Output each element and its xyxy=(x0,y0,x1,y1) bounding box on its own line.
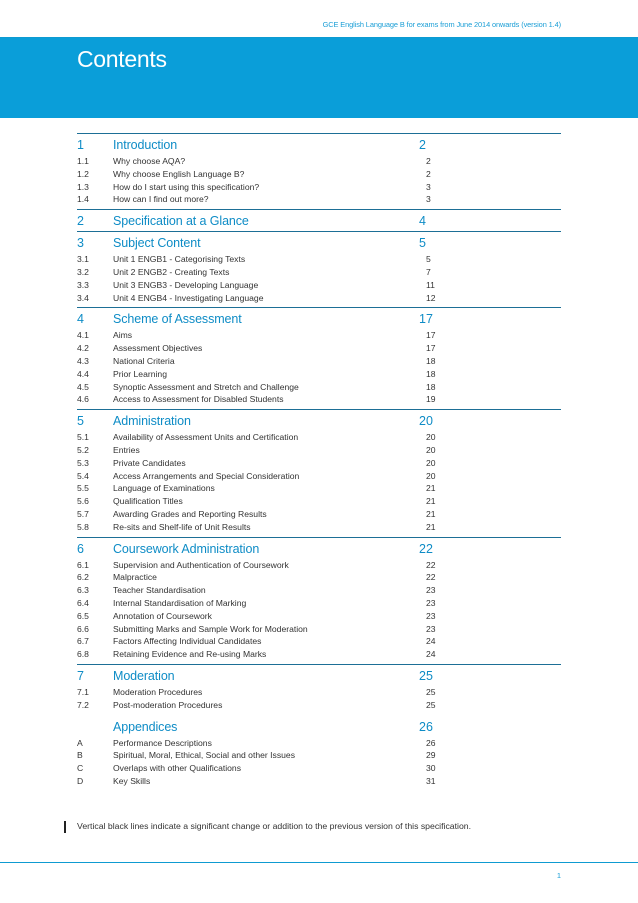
toc-entry-number: 3.2 xyxy=(77,266,89,277)
toc-section-heading[interactable] xyxy=(77,209,561,230)
toc-entry-page: 20 xyxy=(426,470,436,481)
toc-entry-page: 12 xyxy=(426,292,436,303)
toc-entry-title: Moderation Procedures xyxy=(113,686,203,697)
contents-banner xyxy=(0,38,638,118)
toc-entry[interactable] xyxy=(77,521,561,534)
toc-entry-title: Unit 2 ENGB2 - Creating Texts xyxy=(113,266,230,277)
toc-entry-number: 6.3 xyxy=(77,585,89,596)
toc-section-page: 25 xyxy=(419,668,433,683)
toc-entry-number: A xyxy=(77,737,83,748)
toc-entry-page: 20 xyxy=(426,432,436,443)
toc-entry-title: Unit 4 ENGB4 - Investigating Language xyxy=(113,292,264,303)
toc-entry-number: 3.4 xyxy=(77,292,89,303)
toc-section-heading[interactable] xyxy=(77,307,561,328)
toc-entry-number: 7.2 xyxy=(77,699,89,710)
toc-entry[interactable] xyxy=(77,749,561,762)
toc-entry[interactable] xyxy=(77,342,561,355)
toc-entry-number: 4.4 xyxy=(77,368,89,379)
toc-entry[interactable] xyxy=(77,762,561,775)
toc-entry-title: Synoptic Assessment and Stretch and Challenge xyxy=(113,381,299,392)
toc-entry-number: 4.1 xyxy=(77,330,89,341)
toc-entry-number: 5.5 xyxy=(77,483,89,494)
toc-entry[interactable] xyxy=(77,292,561,305)
toc-entry-title: Supervision and Authentication of Coursework xyxy=(113,559,289,570)
toc-entry[interactable] xyxy=(77,193,561,206)
toc-entry-page: 11 xyxy=(426,279,435,290)
toc-entry-number: 6.1 xyxy=(77,559,89,570)
toc-entry[interactable] xyxy=(77,559,561,572)
toc-entry-title: Access Arrangements and Special Consideration xyxy=(113,470,300,481)
toc-entry-title: Language of Examinations xyxy=(113,483,215,494)
toc-entry-page: 18 xyxy=(426,368,436,379)
toc-entry[interactable] xyxy=(77,508,561,521)
toc-entry-page: 19 xyxy=(426,394,436,405)
toc-section xyxy=(77,209,561,231)
toc-entry-page: 5 xyxy=(426,254,431,265)
toc-section xyxy=(77,537,561,664)
toc-entry-page: 23 xyxy=(426,585,436,596)
toc-entry-page: 22 xyxy=(426,559,436,570)
toc-entry[interactable] xyxy=(77,329,561,342)
toc-entry-page: 17 xyxy=(426,330,436,341)
toc-entry-title: Annotation of Coursework xyxy=(113,610,212,621)
toc-entry[interactable] xyxy=(77,457,561,470)
toc-entry[interactable] xyxy=(77,155,561,168)
toc-entry[interactable] xyxy=(77,635,561,648)
toc-entry-page: 24 xyxy=(426,636,436,647)
toc-section xyxy=(77,664,561,715)
toc-entry-page: 29 xyxy=(426,750,436,761)
toc-entry-page: 31 xyxy=(426,775,436,786)
toc-entry-page: 3 xyxy=(426,181,431,192)
toc-entry[interactable] xyxy=(77,266,561,279)
toc-entry-page: 23 xyxy=(426,623,436,634)
toc-entry-page: 21 xyxy=(426,483,436,494)
toc-entry-number: 1.2 xyxy=(77,168,89,179)
toc-section-number: 1 xyxy=(77,138,84,152)
toc-entry[interactable] xyxy=(77,168,561,181)
toc-section-title: Coursework Administration xyxy=(113,541,260,556)
toc-section-heading[interactable] xyxy=(77,715,561,736)
change-note: Vertical black lines indicate a significant change or addition to the previous version of this specification. xyxy=(77,821,472,831)
toc-entry-page: 22 xyxy=(426,572,436,583)
toc-entry-number: 6.8 xyxy=(77,649,89,660)
toc-entry-number: 3.1 xyxy=(77,254,89,265)
toc-section-title: Introduction xyxy=(113,138,178,152)
toc-section-heading[interactable] xyxy=(77,664,561,685)
toc-section-number: 6 xyxy=(77,541,84,556)
toc-entry-title: National Criteria xyxy=(113,355,175,366)
toc-section-title: Scheme of Assessment xyxy=(113,312,242,327)
toc-entry[interactable] xyxy=(77,444,561,457)
toc-section-number: 2 xyxy=(77,214,84,229)
toc-entry-page: 23 xyxy=(426,610,436,621)
toc-entry-page: 18 xyxy=(426,355,436,366)
toc-section-page: 17 xyxy=(419,312,433,327)
toc-entry-title: Awarding Grades and Reporting Results xyxy=(113,508,267,519)
toc-entry-number: 3.3 xyxy=(77,279,89,290)
toc-entry-title: Re-sits and Shelf-life of Unit Results xyxy=(113,521,251,532)
toc-section-title: Subject Content xyxy=(113,236,201,251)
toc-entry-title: Unit 3 ENGB3 - Developing Language xyxy=(113,279,259,290)
toc-entry-number: B xyxy=(77,750,83,761)
toc-entry[interactable] xyxy=(77,737,561,750)
toc-entry-number: 7.1 xyxy=(77,686,89,697)
toc-entry-number: 4.5 xyxy=(77,381,89,392)
toc-entry-number: 6.5 xyxy=(77,610,89,621)
toc-entry-page: 25 xyxy=(426,699,436,710)
toc-entry-title: Why choose AQA? xyxy=(113,156,186,166)
toc-entry[interactable] xyxy=(77,381,561,394)
toc-entry-number: 4.3 xyxy=(77,355,89,366)
toc-entry-title: Performance Descriptions xyxy=(113,737,212,748)
toc-section xyxy=(77,715,561,791)
toc-section-number: 3 xyxy=(77,236,84,251)
toc-entry-number: 6.4 xyxy=(77,597,89,608)
toc-entry-page: 3 xyxy=(426,194,431,205)
toc-entry-title: Malpractice xyxy=(113,572,157,583)
toc-entry-number: C xyxy=(77,763,84,774)
page-number: 1 xyxy=(556,871,561,880)
toc-section-heading[interactable] xyxy=(77,231,561,252)
toc-entry-number: 5.8 xyxy=(77,521,89,532)
toc-entry-page: 30 xyxy=(426,763,436,774)
toc-entry-page: 17 xyxy=(426,343,436,354)
toc-entry-number: 5.6 xyxy=(77,496,89,507)
toc-section-page: 4 xyxy=(419,214,426,229)
toc-section-title: Moderation xyxy=(113,668,175,683)
toc-section-heading[interactable] xyxy=(77,537,561,558)
toc-section-heading[interactable] xyxy=(77,133,561,154)
toc-section-title: Administration xyxy=(113,414,191,429)
toc-entry-page: 21 xyxy=(426,508,436,519)
toc-entry-page: 24 xyxy=(426,649,436,660)
toc-entry-title: How do I start using this specification? xyxy=(113,181,260,192)
toc-entry-number: 5.7 xyxy=(77,508,89,519)
toc-entry-number: D xyxy=(77,775,84,786)
toc-entry[interactable] xyxy=(77,355,561,368)
toc-entry[interactable] xyxy=(77,597,561,610)
toc-entry[interactable] xyxy=(77,431,561,444)
toc-entry[interactable] xyxy=(77,470,561,483)
toc-entry-title: Assessment Objectives xyxy=(113,343,203,354)
toc-entry-title: Factors Affecting Individual Candidates xyxy=(113,636,262,647)
toc-entry-title: Availability of Assessment Units and Certification xyxy=(113,432,299,443)
toc-section xyxy=(77,409,561,536)
toc-entry-page: 7 xyxy=(426,266,431,277)
toc-entry-title: Why choose English Language B? xyxy=(113,168,245,179)
toc-entry[interactable] xyxy=(77,279,561,292)
toc-section xyxy=(77,231,561,307)
toc-entry[interactable] xyxy=(77,623,561,636)
toc-entry-title: Retaining Evidence and Re-using Marks xyxy=(113,649,267,660)
toc-entry[interactable] xyxy=(77,584,561,597)
toc-entry[interactable] xyxy=(77,686,561,699)
toc-section-number: 4 xyxy=(77,312,84,327)
toc-entry-number: 4.2 xyxy=(77,343,89,354)
toc-entry-page: 2 xyxy=(426,156,431,166)
toc-section-page: 26 xyxy=(419,719,433,734)
toc-entry-title: Entries xyxy=(113,444,140,455)
toc-entry[interactable] xyxy=(77,393,561,406)
toc-entry-title: Overlaps with other Qualifications xyxy=(113,763,242,774)
toc-entry[interactable] xyxy=(77,775,561,788)
toc-section-title: Appendices xyxy=(113,719,178,734)
toc-entry-page: 26 xyxy=(426,737,436,748)
toc-entry[interactable] xyxy=(77,699,561,712)
toc-entry-number: 1.1 xyxy=(77,156,89,166)
toc-entry-title: Unit 1 ENGB1 - Categorising Texts xyxy=(113,254,246,265)
toc-entry-number: 5.4 xyxy=(77,470,89,481)
toc-entry-title: Private Candidates xyxy=(113,457,186,468)
toc-entry-title: Submitting Marks and Sample Work for Moderation xyxy=(113,623,308,634)
toc-section-page: 2 xyxy=(419,138,426,152)
toc-entry-page: 21 xyxy=(426,521,436,532)
toc-entry-title: Aims xyxy=(113,330,133,341)
toc-entry-number: 4.6 xyxy=(77,394,89,405)
table-of-contents xyxy=(77,133,561,791)
toc-entry[interactable] xyxy=(77,482,561,495)
toc-entry-page: 25 xyxy=(426,686,436,697)
toc-entry-page: 18 xyxy=(426,381,436,392)
toc-entry-title: Qualification Titles xyxy=(113,496,183,507)
toc-section-page: 5 xyxy=(419,236,426,251)
toc-entry-number: 1.4 xyxy=(77,194,89,205)
footer-rule xyxy=(0,862,638,863)
toc-entry-number: 6.6 xyxy=(77,623,89,634)
toc-entry-title: Prior Learning xyxy=(113,368,167,379)
toc-section-title: Specification at a Glance xyxy=(113,214,249,229)
toc-section xyxy=(77,307,561,409)
toc-entry[interactable] xyxy=(77,181,561,194)
toc-section-heading[interactable] xyxy=(77,409,561,430)
toc-entry[interactable] xyxy=(77,571,561,584)
toc-entry-number: 5.2 xyxy=(77,444,89,455)
toc-section-page: 20 xyxy=(419,414,433,429)
toc-entry-title: Internal Standardisation of Marking xyxy=(113,597,247,608)
toc-section xyxy=(77,133,561,209)
toc-entry-title: Access to Assessment for Disabled Students xyxy=(113,394,284,405)
toc-entry-number: 6.7 xyxy=(77,636,89,647)
toc-entry-title: Spiritual, Moral, Ethical, Social and other Issues xyxy=(113,750,295,761)
toc-section-page: 22 xyxy=(419,541,433,556)
toc-entry-page: 23 xyxy=(426,597,436,608)
toc-entry-page: 21 xyxy=(426,496,436,507)
toc-entry-page: 20 xyxy=(426,457,436,468)
toc-entry[interactable] xyxy=(77,253,561,266)
toc-entry-number: 1.3 xyxy=(77,181,89,192)
toc-entry-title: How can I find out more? xyxy=(113,194,209,205)
toc-entry[interactable] xyxy=(77,368,561,381)
toc-entry-number: 5.3 xyxy=(77,457,89,468)
toc-entry[interactable] xyxy=(77,648,561,661)
toc-entry-title: Teacher Standardisation xyxy=(113,585,206,596)
toc-entry-title: Post-moderation Procedures xyxy=(113,699,223,710)
toc-entry-page: 20 xyxy=(426,444,436,455)
toc-entry-page: 2 xyxy=(426,168,431,179)
change-indicator-bar xyxy=(64,821,66,833)
toc-section-number: 7 xyxy=(77,668,84,683)
toc-entry[interactable] xyxy=(77,495,561,508)
running-header: GCE English Language B for exams from June 2014 onwards (version 1.4) xyxy=(322,20,561,29)
toc-entry-number: 5.1 xyxy=(77,432,89,443)
toc-entry-number: 6.2 xyxy=(77,572,89,583)
toc-entry[interactable] xyxy=(77,610,561,623)
page-title: Contents xyxy=(77,46,167,72)
toc-section-number: 5 xyxy=(77,414,84,429)
toc-entry-title: Key Skills xyxy=(113,775,151,786)
